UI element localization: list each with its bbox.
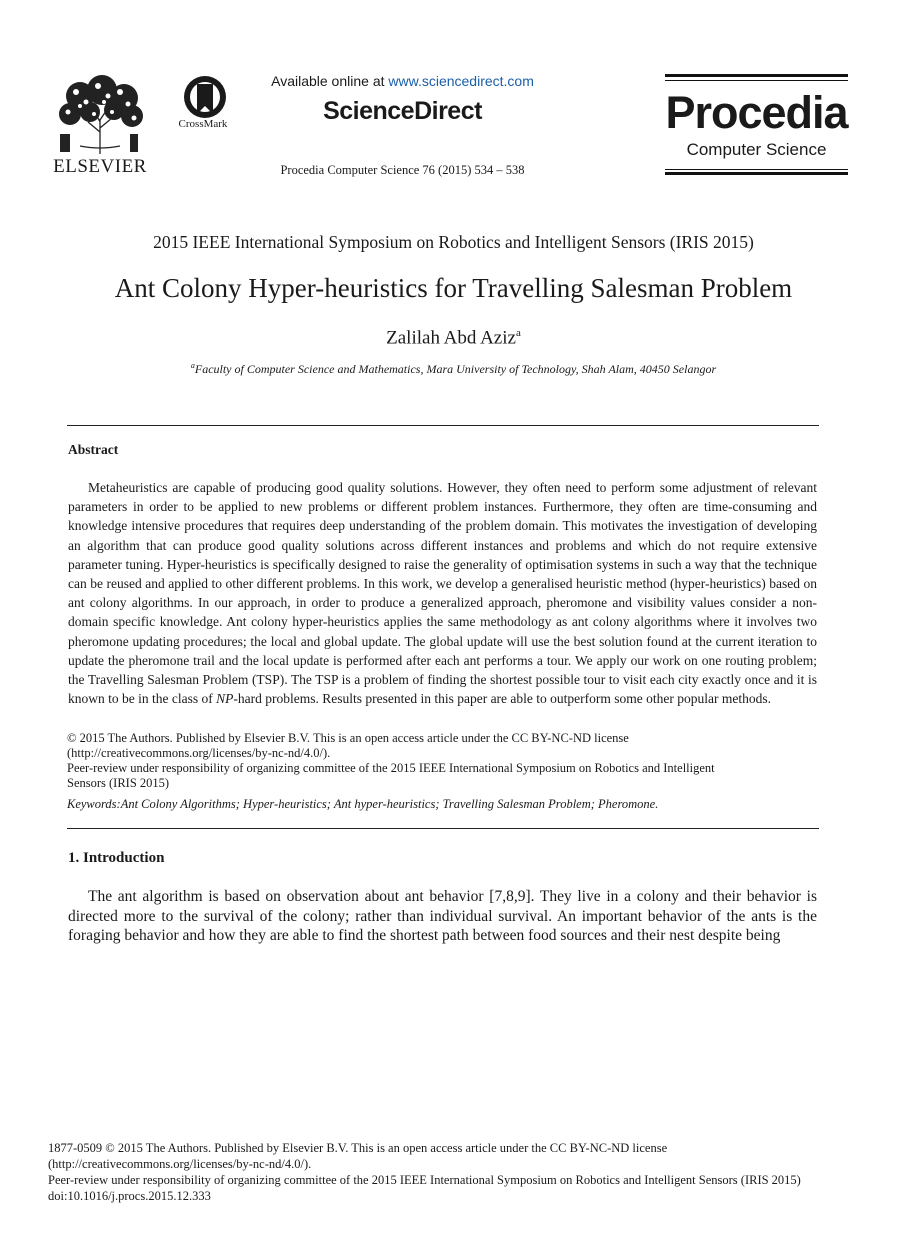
abstract-body <box>68 478 817 708</box>
affiliation-text: Faculty of Computer Science and Mathematics, Mara University of Technology, Shah Alam, 40450 Selangor <box>194 362 717 376</box>
journal-reference: Procedia Computer Science 76 (2015) 534 – 538 <box>280 163 525 177</box>
procedia-title: Procedia <box>665 87 848 138</box>
section-heading-introduction: 1. Introduction <box>68 850 165 866</box>
footer-doi[interactable]: doi:10.1016/j.procs.2015.12.333 <box>48 1189 211 1203</box>
keywords-line <box>67 797 819 812</box>
keywords-list: Ant Colony Algorithms; Hyper-heuristics; Ant hyper-heuristics; Travelling Salesman Problem; Pheromone. <box>120 797 659 811</box>
author-affil-marker: a <box>515 327 521 339</box>
np-term: NP <box>216 691 234 707</box>
conference-name: 2015 IEEE International Symposium on Robotics and Intelligent Sensors (IRIS 2015) <box>153 232 754 252</box>
footer-license-link[interactable]: (http://creativecommons.org/licenses/by-nc-nd/4.0/). <box>48 1157 312 1171</box>
divider-bottom <box>67 828 819 829</box>
abstract-heading: Abstract <box>68 442 119 457</box>
author-line <box>0 327 907 349</box>
procedia-logo <box>665 74 848 176</box>
keywords-label: Keywords: <box>67 797 121 811</box>
paper-title: Ant Colony Hyper-heuristics for Travelling Salesman Problem <box>114 273 793 303</box>
procedia-subtitle: Computer Science <box>686 140 827 159</box>
sciencedirect-brand: ScienceDirect <box>323 97 482 125</box>
author-name: Zalilah Abd Aziz <box>386 327 516 349</box>
affiliation-line <box>0 361 907 377</box>
footer-peer-review: Peer-review under responsibility of organizing committee of the 2015 IEEE International Symposium on Robotics and Intelligent Sensors (IRIS 2015) <box>48 1173 801 1187</box>
peer-review-line: Peer-review under responsibility of organizing committee of the 2015 IEEE International Symposium on Robotics and Intelligent <box>67 761 715 775</box>
sciencedirect-link[interactable]: www.sciencedirect.com <box>388 73 534 89</box>
affiliation-marker: a <box>190 361 195 370</box>
available-online-line <box>230 73 575 89</box>
abstract-text-main: Metaheuristics are capable of producing good quality solutions. However, they often need to perform some adjustment of relevant parameters in order to be applied to new problems or different problem instances. Furthermore, they often are time-consuming and knowledge intensive procedures that requires deep understanding of the problem domain. This motivates the investigation of developing an algorithm that can produce good quality solutions across different instances and problems and which do not require extensive parameter tuning. Hyper-heuristics is specifically designed to raise the generality of optimisation systems in such a way that the technique can be reused and applied to other different problems. In this work, we develop a generalised heuristic method (hyper-heuristics) based on ant colony algorithms. In our approach, in order to produce a generalized approach, pheromone and visibility values consider a non-domain specific knowledge. Ant colony hyper-heuristics applies the same methodology as ant colony algorithms where it involves two pheromone updating procedures; the local and global update. The global update will use the best solution found at the current iteration to update the pheromone trail and the local update is performed after each ant performs a tour. We apply our work on one routing problem; the Travelling Salesman Problem (TSP). The TSP is a problem of finding the shortest possible tour to visit each city exactly once and it is known to be in the class of <box>68 480 817 707</box>
elsevier-wordmark: ELSEVIER <box>53 156 147 177</box>
divider-top <box>67 425 819 426</box>
peer-review-line-2: Sensors (IRIS 2015) <box>67 776 170 790</box>
abstract-text-end: -hard problems. Results presented in this paper are able to outperform some other popular methods. <box>233 691 771 707</box>
license-link[interactable]: (http://creativecommons.org/licenses/by-nc-nd/4.0/). <box>67 746 331 760</box>
copyright-line: © 2015 The Authors. Published by Elsevier B.V. This is an open access article under the CC BY-NC-ND license <box>67 731 629 745</box>
crossmark-label: CrossMark <box>178 118 228 130</box>
introduction-paragraph: The ant algorithm is based on observation about ant behavior [7,8,9]. They live in a colony and their behavior is directed more to the survival of the colony; rather than individual survival. An important behavior of the ants is the foraging behavior and how they are able to find the shortest path between food sources and their nest despite being <box>68 888 817 945</box>
available-prefix: Available online at <box>271 73 389 89</box>
footer-issn-line: 1877-0509 © 2015 The Authors. Published by Elsevier B.V. This is an open access article under the CC BY-NC-ND license <box>48 1141 668 1155</box>
